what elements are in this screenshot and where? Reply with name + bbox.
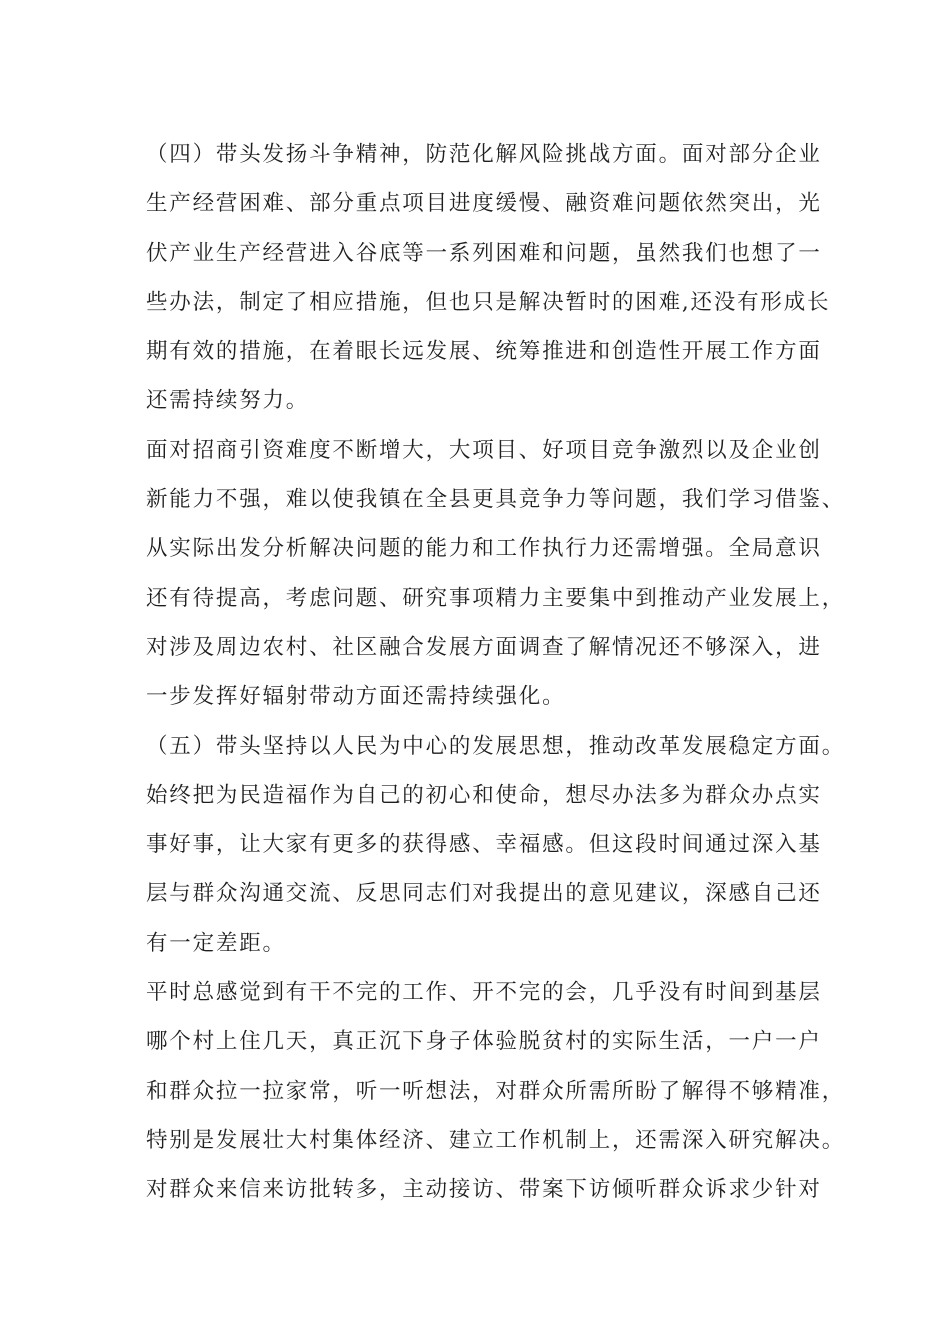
text-line: 一步发挥好辐射带动方面还需持续强化。 (146, 684, 566, 710)
text-line: （五）带头坚持以人民为中心的发展思想，推动改革发展稳定方面。 (146, 733, 846, 759)
text-line: 有一定差距。 (146, 930, 286, 956)
text-line: 哪个村上住几天，真正沉下身子体验脱贫村的实际生活，一户一户 (146, 1029, 822, 1055)
text-line: 对群众来信来访批转多，主动接访、带案下访倾听群众诉求少针对 (146, 1177, 822, 1203)
text-line: 事好事，让大家有更多的获得感、幸福感。但这段时间通过深入基 (146, 832, 822, 858)
text-line: 还有待提高，考虑问题、研究事项精力主要集中到推动产业发展上， (146, 585, 846, 611)
text-line: 平时总感觉到有干不完的工作、开不完的会，几乎没有时间到基层 (146, 980, 822, 1006)
text-line: 对涉及周边农村、社区融合发展方面调查了解情况还不够深入，进 (146, 634, 822, 660)
text-line: 还需持续努力。 (146, 388, 310, 414)
text-line: 生产经营困难、部分重点项目进度缓慢、融资难问题依然突出，光 (146, 191, 822, 217)
text-line: 新能力不强，难以使我镇在全县更具竞争力等问题，我们学习借鉴、 (146, 487, 846, 513)
text-line: 伏产业生产经营进入谷底等一系列困难和问题，虽然我们也想了一 (146, 240, 822, 266)
document-body (146, 130, 846, 1215)
text-line: （四）带头发扬斗争精神，防范化解风险挑战方面。面对部分企业 (146, 142, 822, 167)
text-line: 层与群众沟通交流、反思同志们对我提出的意见建议，深感自己还 (146, 881, 822, 907)
text-line: 面对招商引资难度不断增大，大项目、好项目竞争激烈以及企业创 (146, 437, 822, 463)
text-line: 些办法，制定了相应措施，但也只是解决暂时的困难,还没有形成长 (146, 289, 831, 315)
text-line: 从实际出发分析解决问题的能力和工作执行力还需增强。全局意识 (146, 536, 822, 562)
text-line: 始终把为民造福作为自己的初心和使命，想尽办法多为群众办点实 (146, 782, 822, 808)
text-line: 和群众拉一拉家常，听一听想法，对群众所需所盼了解得不够精准， (146, 1078, 846, 1104)
text-line: 期有效的措施，在着眼长远发展、统筹推进和创造性开展工作方面 (146, 339, 822, 365)
text-line: 特别是发展壮大村集体经济、建立工作机制上，还需深入研究解决。 (146, 1127, 846, 1153)
